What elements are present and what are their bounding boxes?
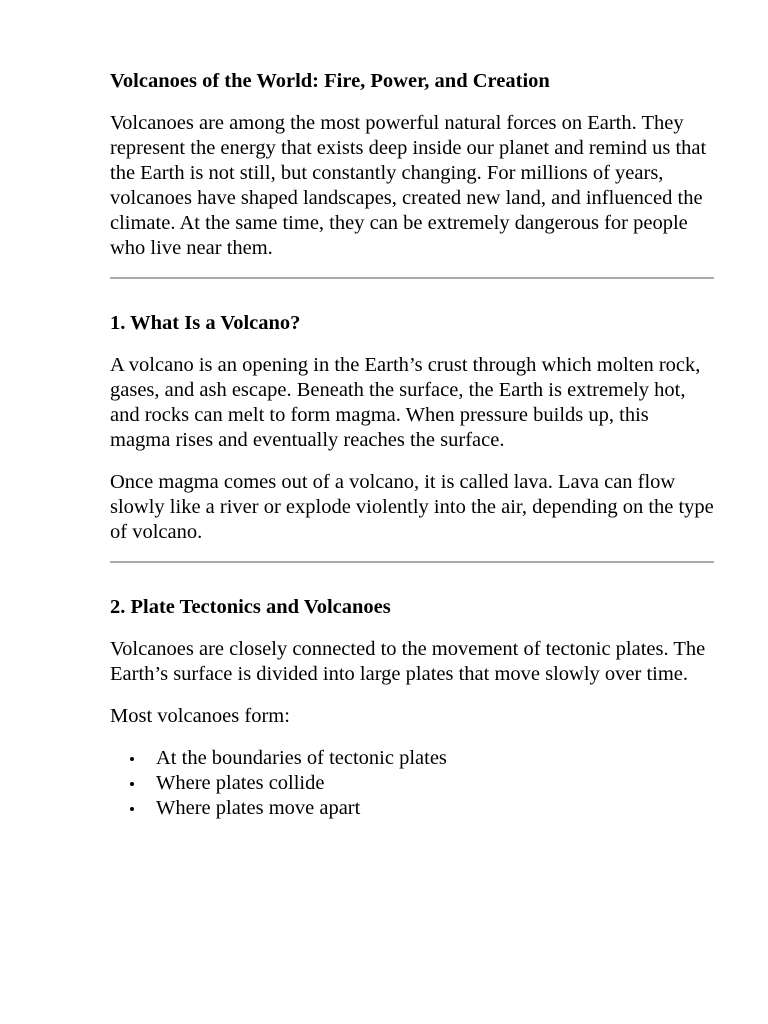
list-item-text: Where plates move apart <box>156 797 361 819</box>
intro-paragraph: Volcanoes are among the most powerful natural forces on Earth. They represent the energy that exists deep inside our planet and remind us that the Earth is not still, but constantly changing. For millions of years, volcanoes have shaped landscapes, created new land, and influenced the climate. At the same time, they can be extremely dangerous for people who live near them. <box>110 112 707 259</box>
list-item <box>110 796 714 821</box>
document-title: Volcanoes of the World: Fire, Power, and Creation <box>110 70 550 92</box>
bullet-icon <box>130 782 134 786</box>
list-item-text: Where plates collide <box>156 772 325 794</box>
list-item-text: At the boundaries of tectonic plates <box>156 747 447 769</box>
section-divider <box>110 277 714 279</box>
section-2-paragraph-1: Volcanoes are closely connected to the movement of tectonic plates. The Earth’s surface is divided into large plates that move slowly over time. <box>110 638 706 685</box>
section-2-paragraph-2: Most volcanoes form: <box>110 705 290 727</box>
section-1-paragraph-2: Once magma comes out of a volcano, it is called lava. Lava can flow slowly like a river or explode violently into the air, depending on the type of volcano. <box>110 471 714 543</box>
list-item <box>110 746 714 771</box>
section-1-paragraph-1: A volcano is an opening in the Earth’s crust through which molten rock, gases, and ash escape. Beneath the surface, the Earth is extremely hot, and rocks can melt to form magma. When pressure builds up, this magma rises and eventually reaches the surface. <box>110 354 701 451</box>
section-heading-plate-tectonics: 2. Plate Tectonics and Volcanoes <box>110 596 391 618</box>
volcano-location-list <box>110 746 714 821</box>
document-body <box>110 68 714 821</box>
section-divider <box>110 561 714 563</box>
bullet-icon <box>130 807 134 811</box>
list-item <box>110 771 714 796</box>
section-heading-what-is-a-volcano: 1. What Is a Volcano? <box>110 312 301 334</box>
bullet-icon <box>130 757 134 761</box>
